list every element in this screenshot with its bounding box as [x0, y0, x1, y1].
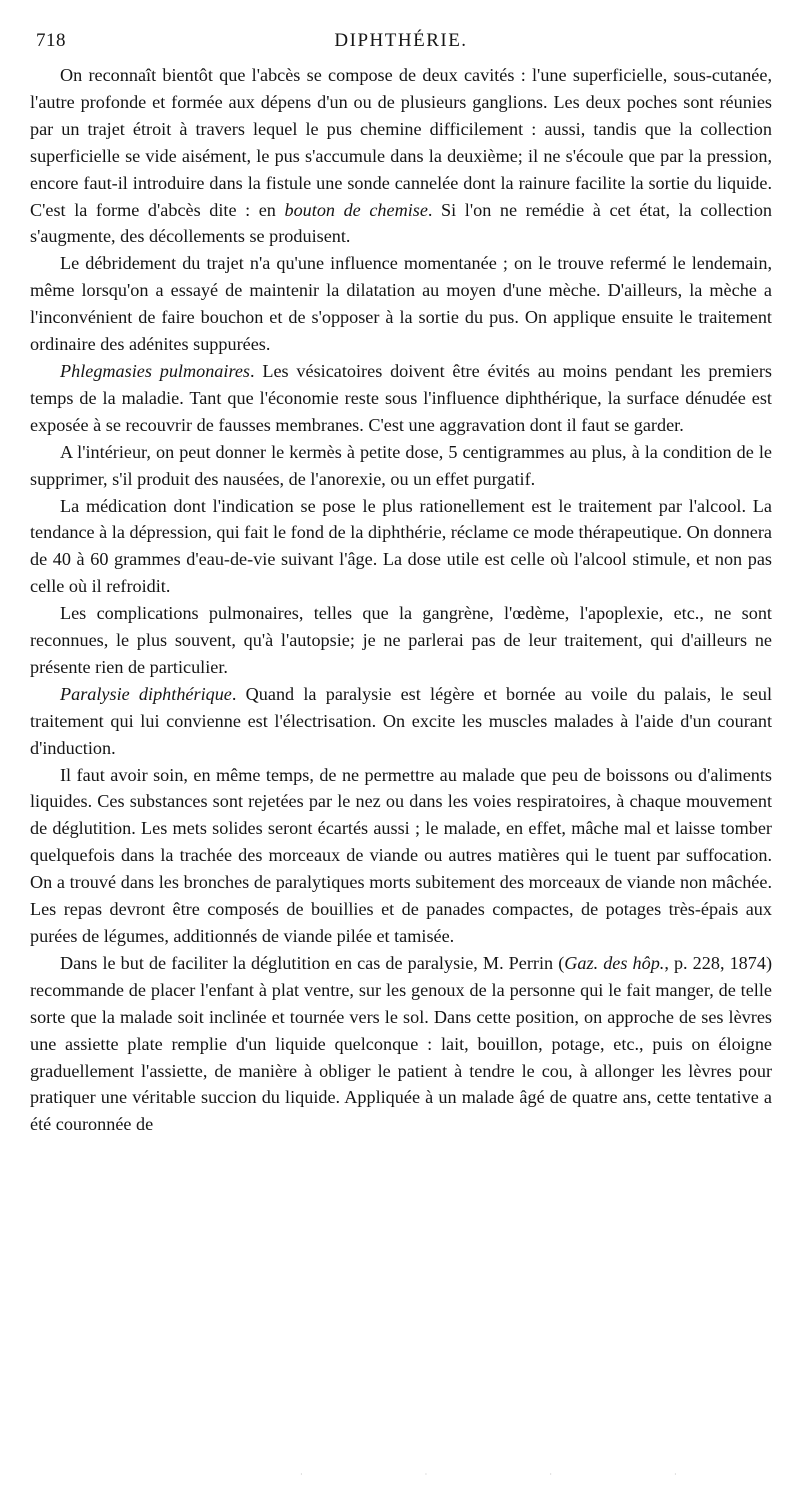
- paragraph: [30, 439, 772, 493]
- body-text: [30, 62, 772, 1138]
- text-run: On reconnaît bientôt que l'abcès se compose de deux cavités : l'une superficielle, sous-cutanée, l'autre profonde et formée aux dépens d'un ou de plusieurs ganglions. Les deux poches sont réunies par un trajet étroit à travers lequel le pus chemine difficilement : aussi, tandis que la collection superficielle se vide aisément, le pus s'accumule dans la deuxième; il ne s'écoule que par la pression, encore faut-il introduire dans la fistule une sonde cannelée dont la rainure facilite la sortie du liquide. C'est la forme d'abcès dite : en: [30, 65, 772, 220]
- paragraph: [30, 358, 772, 439]
- text-run: Dans le but de faciliter la déglutition en cas de paralysie, M. Perrin (: [60, 952, 565, 973]
- running-title: DIPHTHÉRIE.: [334, 30, 468, 51]
- text-run: Il faut avoir soin, en même temps, de ne permettre au malade que peu de boissons ou d'aliments liquides. Ces substances sont rejetées par le nez ou dans les voies respiratoires, à chaque mouvement de déglutition. Les mets solides seront écartés aussi ; le malade, en effet, mâche mal et laisse tomber quelquefois dans la trachée des morceaux de viande ou autres matières qui le tuent par suffocation. On a trouvé dans les bronches de paralytiques morts subitement des morceaux de viande non mâchée. Les repas devront être composés de bouillies et de panades compactes, de potages très-épais aux purées de légumes, additionnés de viande pilée et tamisée.: [30, 764, 772, 946]
- running-head: [30, 26, 772, 60]
- paragraph: [30, 493, 772, 601]
- paragraph: [30, 600, 772, 681]
- page-number: 718: [36, 30, 66, 51]
- scan-specks: · · · ·: [300, 1470, 737, 1479]
- text-run: . Si l'on ne remédie à cet état, la collection s'augmente, des décollements se produisent.: [30, 199, 773, 247]
- text-run: A l'intérieur, on peut donner le kermès à petite dose, 5 centigrammes au plus, à la condition de le supprimer, s'il produit des nausées, de l'anorexie, ou un effet purgatif.: [30, 441, 772, 489]
- text-run: Le débridement du trajet n'a qu'une influence momentanée ; on le trouve refermé le lendemain, même lorsqu'on a essayé de maintenir la dilatation au moyen d'une mèche. D'ailleurs, la mèche a l'inconvénient de faire bouchon et de s'opposer à la sortie du pus. On applique ensuite le traitement ordinaire des adénites suppurées.: [30, 253, 772, 355]
- text-run: Les complications pulmonaires, telles que la gangrène, l'œdème, l'apoplexie, etc., ne sont reconnues, le plus souvent, qu'à l'autopsie; je ne parlerai pas de leur traitement, qui d'ailleurs ne présente rien de particulier.: [30, 603, 772, 677]
- italic-text: Phlegmasies pulmonaires: [60, 360, 250, 381]
- paragraph: [30, 250, 772, 358]
- italic-text: Gaz. des hôp.: [564, 952, 665, 973]
- text-run: La médication dont l'indication se pose le plus rationellement est le traitement par l'alcool. La tendance à la dépression, qui fait le fond de la diphthérie, réclame ce mode thérapeutique. On donnera de 40 à 60 grammes d'eau-de-vie suivant l'âge. La dose utile est celle où l'alcool stimule, et non pas celle où il refroidit.: [30, 495, 772, 597]
- italic-text: Paralysie diphthérique: [60, 683, 232, 704]
- paragraph: [30, 62, 772, 250]
- book-page: [30, 26, 772, 1138]
- paragraph: [30, 762, 772, 950]
- paragraph: [30, 950, 772, 1138]
- text-run: , p. 228, 1874) recommande de placer l'enfant à plat ventre, sur les genoux de la personne qui le fait manger, de telle sorte que la malade soit inclinée et tournée vers le sol. Dans cette position, on approche de ses lèvres une assiette plate remplie d'un liquide quelconque : lait, bouillon, potage, etc., puis on éloigne graduellement l'assiette, de manière à obliger le patient à tendre le cou, à allonger les lèvres pour pratiquer une véritable succion du liquide. Appliquée à un malade âgé de quatre ans, cette tentative a été couronnée de: [30, 952, 772, 1135]
- paragraph: [30, 681, 772, 762]
- italic-text: bouton de chemise: [284, 199, 428, 220]
- text-run: . Quand la paralysie est légère et bornée au voile du palais, le seul traitement qui lui convienne est l'électrisation. On excite les muscles malades à l'aide d'un courant d'induction.: [30, 683, 773, 758]
- text-run: . Les vésicatoires doivent être évités au moins pendant les premiers temps de la maladie. Tant que l'économie reste sous l'influence diphthérique, la surface dénudée est exposée à se recouvrir de fausses membranes. C'est une aggravation dont il faut se garder.: [30, 360, 772, 435]
